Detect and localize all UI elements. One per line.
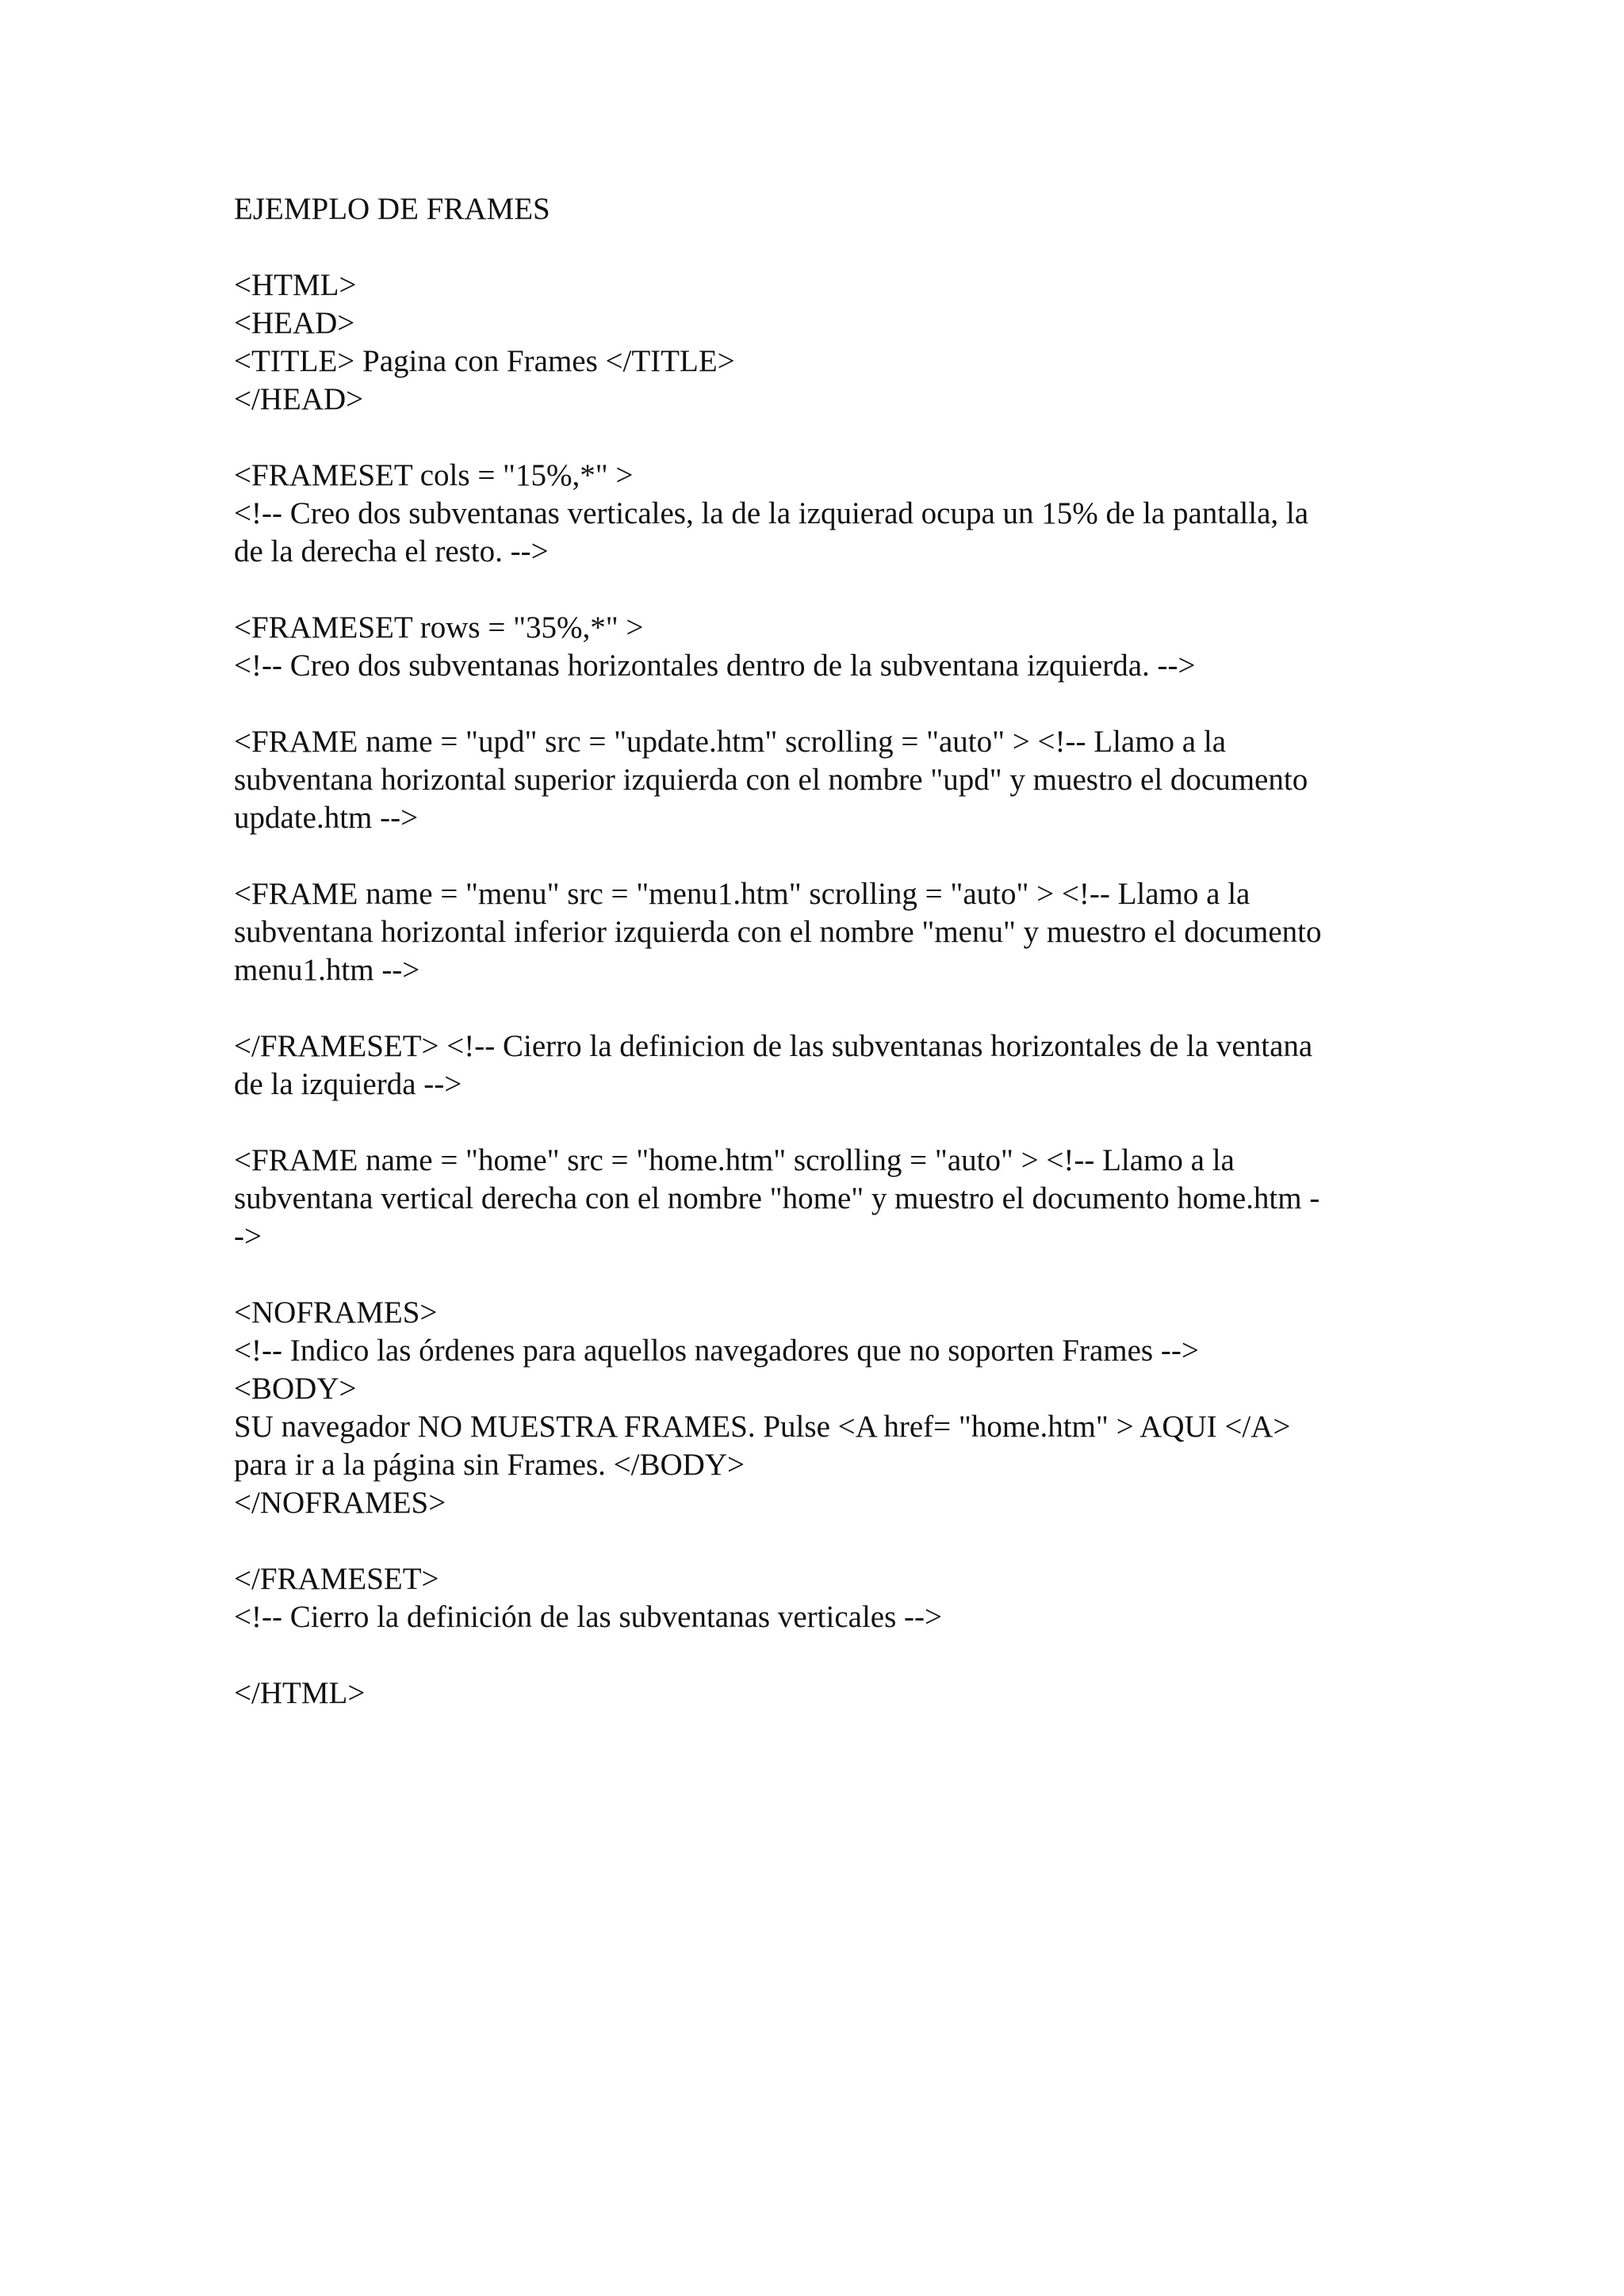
code-block <box>234 1027 1408 1104</box>
code-line: -> <box>234 1219 262 1253</box>
code-line: menu1.htm --> <box>234 953 420 987</box>
code-line: <FRAMESET rows = "35%,*" > <box>234 610 644 645</box>
code-line: </HEAD> <box>234 382 364 416</box>
code-line: update.htm --> <box>234 801 419 835</box>
code-block <box>234 1142 1408 1256</box>
code-block <box>234 1294 1408 1522</box>
code-block <box>234 457 1408 571</box>
document-title: EJEMPLO DE FRAMES <box>234 192 550 226</box>
code-line: <NOFRAMES> <box>234 1295 438 1330</box>
code-line: para ir a la página sin Frames. </BODY> <box>234 1448 745 1482</box>
code-block <box>234 1674 1408 1712</box>
code-block <box>234 609 1408 685</box>
code-line: subventana horizontal superior izquierda con el nombre "upd" y muestro el documento <box>234 763 1308 797</box>
code-line: <HEAD> <box>234 306 355 340</box>
code-line: <FRAMESET cols = "15%,*" > <box>234 458 634 492</box>
code-line: de la izquierda --> <box>234 1067 462 1101</box>
code-line: <HTML> <box>234 268 357 302</box>
code-line: </FRAMESET> <!-- Cierro la definicion de las subventanas horizontales de la ventana <box>234 1029 1313 1063</box>
document-title-block <box>234 190 1408 228</box>
code-line: <!-- Cierro la definición de las subventanas verticales --> <box>234 1600 942 1634</box>
code-line: subventana horizontal inferior izquierda con el nombre "menu" y muestro el documento <box>234 915 1322 949</box>
code-line: <FRAME name = "upd" src = "update.htm" scrolling = "auto" > <!-- Llamo a la <box>234 725 1227 759</box>
code-listing <box>234 266 1408 1712</box>
code-line: </NOFRAMES> <box>234 1486 446 1520</box>
code-line: <!-- Indico las órdenes para aquellos navegadores que no soporten Frames --> <box>234 1334 1199 1368</box>
code-block <box>234 1560 1408 1636</box>
code-line: <TITLE> Pagina con Frames </TITLE> <box>234 344 735 378</box>
code-line: </FRAMESET> <box>234 1562 439 1596</box>
code-line: subventana vertical derecha con el nombre "home" y muestro el documento home.htm - <box>234 1181 1320 1215</box>
code-line: de la derecha el resto. --> <box>234 534 549 568</box>
document-body <box>234 190 1408 1751</box>
code-line: <BODY> <box>234 1372 357 1406</box>
code-block <box>234 723 1408 837</box>
code-line: <FRAME name = "menu" src = "menu1.htm" scrolling = "auto" > <!-- Llamo a la <box>234 877 1251 911</box>
code-line: <FRAME name = "home" src = "home.htm" scrolling = "auto" > <!-- Llamo a la <box>234 1143 1235 1177</box>
code-line: <!-- Creo dos subventanas horizontales dentro de la subventana izquierda. --> <box>234 649 1196 683</box>
code-line: <!-- Creo dos subventanas verticales, la de la izquierad ocupa un 15% de la pantalla, la <box>234 496 1309 530</box>
code-block <box>234 875 1408 989</box>
code-line: </HTML> <box>234 1676 366 1710</box>
code-line: SU navegador NO MUESTRA FRAMES. Pulse <A href= "home.htm" > AQUI </A> <box>234 1410 1291 1444</box>
code-block <box>234 266 1408 419</box>
